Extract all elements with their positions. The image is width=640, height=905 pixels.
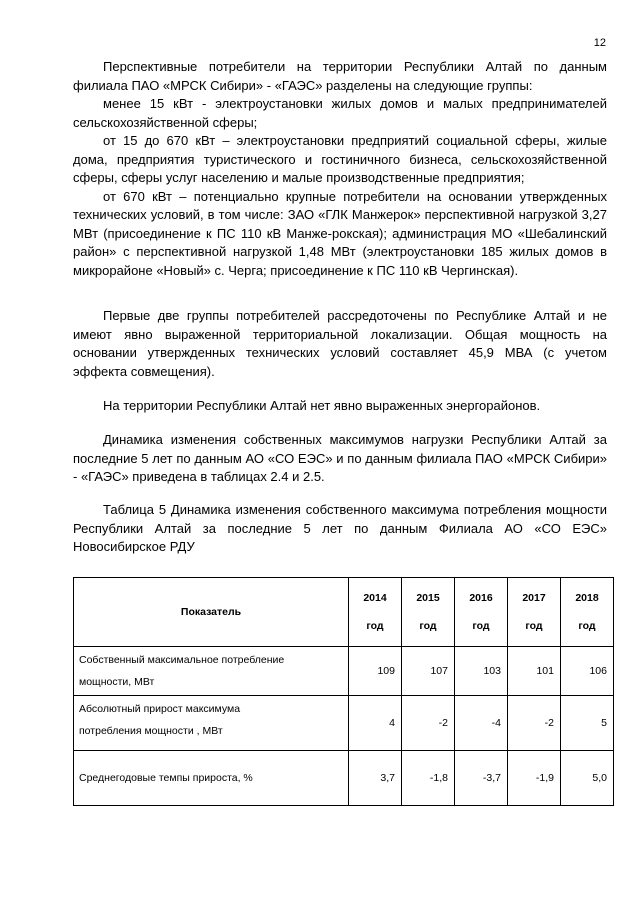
- row-label: [74, 696, 349, 751]
- row-label: [74, 647, 349, 696]
- year-value: 2016: [469, 592, 493, 604]
- header-indicator: Показатель: [74, 578, 349, 647]
- year-unit: год: [366, 620, 384, 632]
- load-dynamics-table: [73, 577, 614, 806]
- table-cell: 106: [561, 647, 614, 696]
- header-year: [402, 578, 455, 647]
- table-row: [74, 696, 614, 751]
- year-unit: год: [472, 620, 490, 632]
- year-unit: год: [419, 620, 437, 632]
- table-caption: Таблица 5 Динамика изменения собственного максимума потребления мощности Республики Алтай за последние 5 лет по данным Филиала АО «СО ЕЭС» Новосибирское РДУ: [73, 502, 607, 554]
- row-label-line: Среднегодовые темпы прироста, %: [79, 772, 253, 784]
- table-cell: 103: [455, 647, 508, 696]
- dynamics-section: [73, 431, 607, 487]
- table-header-row: [74, 578, 614, 647]
- table-cell: -2: [402, 696, 455, 751]
- table-row: [74, 647, 614, 696]
- table-cell: 5: [561, 696, 614, 751]
- table-cell: -1,9: [508, 751, 561, 806]
- energy-regions-section: [73, 397, 607, 416]
- page-number: 12: [593, 37, 606, 49]
- year-value: 2018: [575, 592, 599, 604]
- group-15-670kw: от 15 до 670 кВт – электроустановки предприятий социальной сферы, жилые дома, предприятия туристического и гостиничного бизнеса, сельскохозяйственной сферы, сферы услуг населению и малые производственные предприятия;: [73, 133, 607, 185]
- row-label-line: Абсолютный прирост максимума: [79, 703, 241, 715]
- header-year: [455, 578, 508, 647]
- table-cell: -2: [508, 696, 561, 751]
- row-label-line: Собственный максимальное потребление: [79, 654, 285, 666]
- year-value: 2017: [522, 592, 546, 604]
- year-unit: год: [578, 620, 596, 632]
- table-cell: -4: [455, 696, 508, 751]
- table-cell: 3,7: [349, 751, 402, 806]
- intro-section: [73, 58, 607, 280]
- table-cell: 5,0: [561, 751, 614, 806]
- dynamics-paragraph: Динамика изменения собственных максимумов нагрузки Республики Алтай за последние 5 лет по данным АО «СО ЕЭС» и по данным филиала ПАО «МРСК Сибири» - «ГАЭС» приведена в таблицах 2.4 и 2.5.: [73, 432, 607, 484]
- header-year: [508, 578, 561, 647]
- table-caption-section: [73, 501, 607, 557]
- group-over-670kw: от 670 кВт – потенциально крупные потребители на основании утвержденных технических условий, в том числе: ЗАО «ГЛК Манжерок» перспективной нагрузкой 3,27 МВт (присоединение к ПС 110 кВ Манже-рокская); администрация МО «Шебалинский район» с перспективной нагрузкой 1,48 МВт (электроустановки 185 жилых домов в микрорайоне «Новый» с. Черга; присоединение к ПС 110 кВ Чергинская).: [73, 188, 607, 278]
- table-cell: 101: [508, 647, 561, 696]
- year-unit: год: [525, 620, 543, 632]
- table-row: [74, 751, 614, 806]
- table-cell: -1,8: [402, 751, 455, 806]
- group-under-15kw: менее 15 кВт - электроустановки жилых домов и малых предпринимателей сельскохозяйственной сферы;: [73, 96, 607, 130]
- year-value: 2014: [363, 592, 387, 604]
- table-cell: 107: [402, 647, 455, 696]
- row-label-line: потребления мощности , МВт: [79, 725, 223, 737]
- table-cell: 4: [349, 696, 402, 751]
- intro-paragraph: Перспективные потребители на территории Республики Алтай по данным филиала ПАО «МРСК Сибири» - «ГАЭС» разделены на следующие группы:: [73, 59, 607, 93]
- row-label: [74, 751, 349, 806]
- table-cell: 109: [349, 647, 402, 696]
- row-label-line: мощности, МВт: [79, 676, 155, 688]
- table-cell: -3,7: [455, 751, 508, 806]
- year-value: 2015: [416, 592, 440, 604]
- energy-regions-paragraph: На территории Республики Алтай нет явно выраженных энергорайонов.: [103, 398, 541, 413]
- regional-paragraph: Первые две группы потребителей рассредоточены по Республике Алтай и не имеют явно выраженной территориальной локализации. Общая мощность на основании утвержденных технических условий составляет 45,9 МВА (с учетом эффекта совмещения).: [73, 308, 607, 379]
- regional-section: [73, 307, 607, 381]
- header-year: [561, 578, 614, 647]
- header-year: [349, 578, 402, 647]
